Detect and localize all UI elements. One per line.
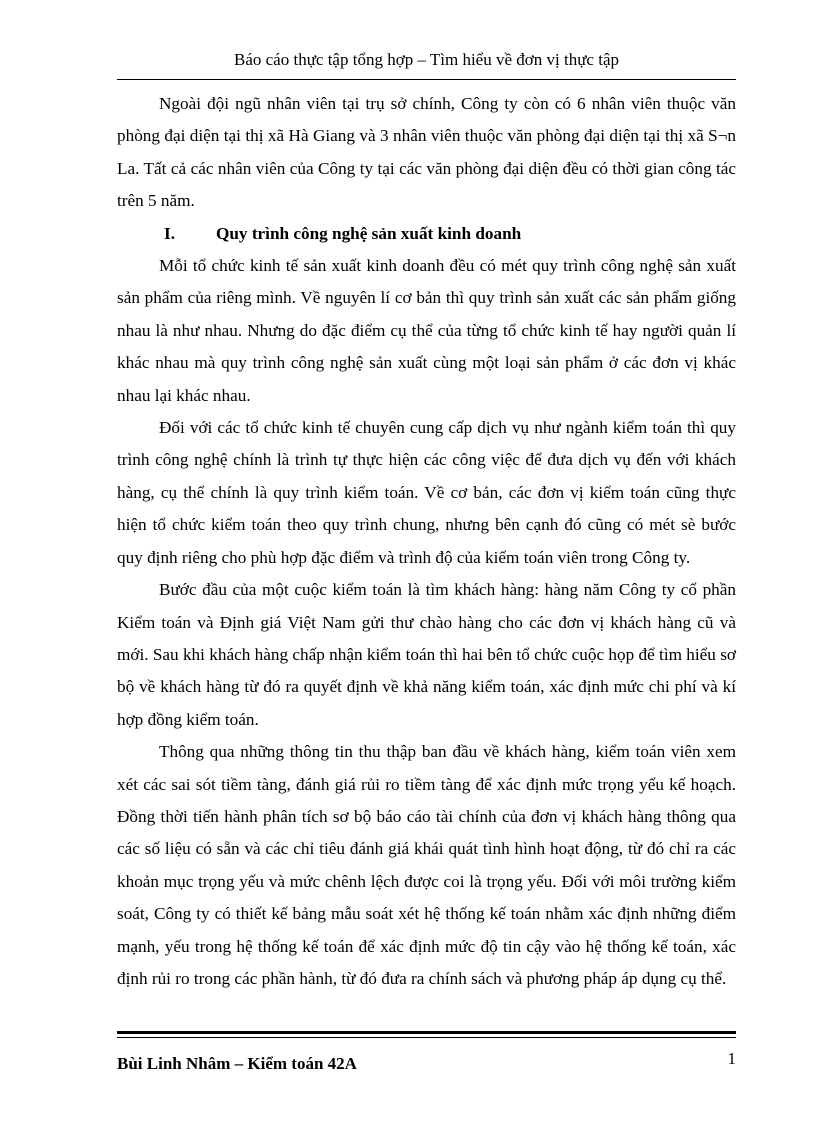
section-heading-number: I. [164, 223, 175, 243]
document-body [117, 88, 736, 995]
paragraph-first-step: Bước đầu của một cuộc kiểm toán là tìm khách hàng: hàng năm Công ty cổ phần Kiểm toán và Định giá Việt Nam gửi thư chào hàng cho các đơn vị khách hàng cũ và mới. Sau khi khách hàng chấp nhận kiểm toán thì hai bên tổ chức cuộc họp để tìm hiểu sơ bộ về khách hàng từ đó ra quyết định về khả năng kiểm toán, xác định mức chi phí và kí hợp đồng kiểm toán. [117, 580, 736, 729]
paragraph-staff-offices: Ngoài đội ngũ nhân viên tại trụ sở chính, Công ty còn có 6 nhân viên thuộc văn phòng đại diện tại thị xã Hà Giang và 3 nhân viên thuộc văn phòng đại diện tại thị xã S¬n La. Tất cả các nhân viên của Công ty tại các văn phòng đại diện đều có thời gian công tác trên 5 năm. [117, 94, 736, 211]
paragraph-production-process: Mỗi tổ chức kinh tế sản xuất kinh doanh đều có mét quy trình công nghệ sản xuất sản phẩm của riêng mình. Về nguyên lí cơ bản thì quy trình sản xuất các sản phẩm giống nhau là như nhau. Nhưng do đặc điểm cụ thể của từng tổ chức kinh tế hay người quản lí khác nhau mà quy trình công nghệ sản xuất cùng một loại sản phẩm ở các đơn vị khác nhau lại khác nhau. [117, 256, 736, 405]
section-heading-text: Quy trình công nghệ sản xuất kinh doanh [216, 223, 522, 243]
footer-divider-thin [117, 1037, 736, 1038]
section-heading [117, 218, 736, 250]
footer-divider-thick [117, 1031, 736, 1034]
paragraph-risk-assessment: Thông qua những thông tin thu thập ban đầu về khách hàng, kiểm toán viên xem xét các sai sót tiềm tàng, đánh giá rủi ro tiềm tàng để xác định mức trọng yếu kế hoạch. Đồng thời tiến hành phân tích sơ bộ báo cáo tài chính của đơn vị khách hàng thông qua các số liệu có sẵn và các chỉ tiêu đánh giá khái quát tình hình hoạt động, từ đó chỉ ra các khoản mục trọng yếu và mức chênh lệch được coi là trọng yếu. Đối với môi trường kiểm soát, Công ty có thiết kế bảng mẫu soát xét hệ thống kế toán nhằm xác định những điểm mạnh, yếu trong hệ thống kế toán để xác định mức độ tin cậy vào hệ thống kế toán, xác định rủi ro trong các phần hành, từ đó đưa ra chính sách và phương pháp áp dụng cụ thể. [117, 742, 736, 988]
page-header-title: Báo cáo thực tập tổng hợp – Tìm hiểu về đơn vị thực tập [234, 50, 619, 69]
header-divider [117, 79, 736, 80]
footer-author: Bùi Linh Nhâm – Kiểm toán 42A [117, 1054, 357, 1073]
page-number: 1 [727, 1049, 736, 1068]
paragraph-audit-service: Đối với các tổ chức kinh tế chuyên cung cấp dịch vụ như ngành kiểm toán thì quy trình công nghệ chính là trình tự thực hiện các công việc để đưa dịch vụ đến với khách hàng, cụ thể chính là quy trình kiểm toán. Về cơ bản, các đơn vị kiểm toán cũng thực hiện tổ chức kiểm toán theo quy trình chung, nhưng bên cạnh đó cũng có mét sè bước quy định riêng cho phù hợp đặc điểm và trình độ của kiểm toán viên trong Công ty. [117, 418, 736, 567]
